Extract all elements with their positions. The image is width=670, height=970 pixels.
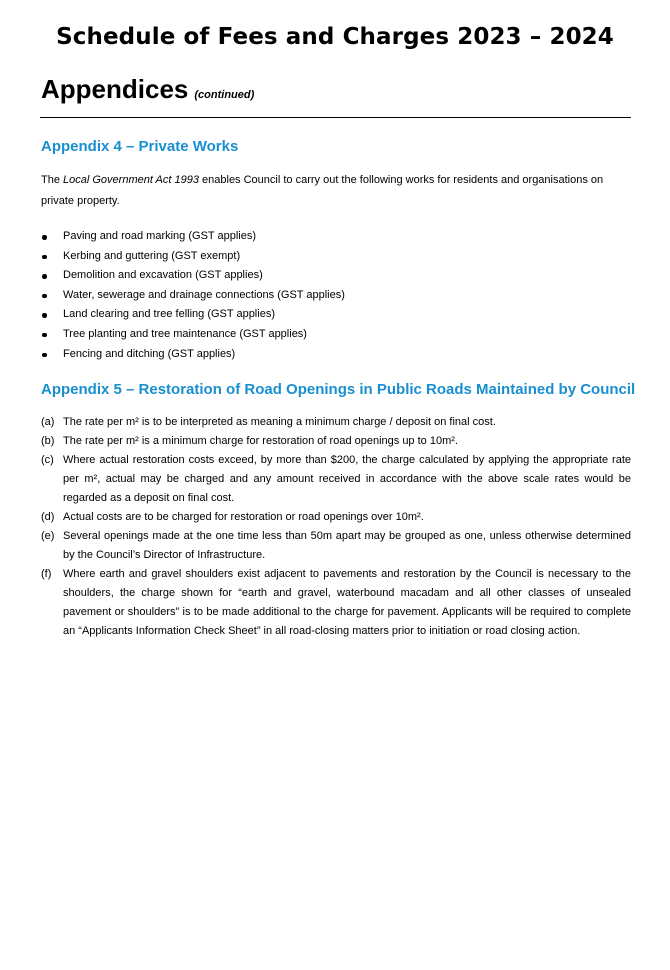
act-name: Local Government Act 1993 [63, 174, 199, 186]
appendix-4-heading: Appendix 4 – Private Works [41, 138, 239, 155]
section-suffix: (continued) [194, 89, 255, 101]
bullet-icon [42, 255, 47, 260]
list-item [41, 266, 631, 286]
item-label: (e) [41, 530, 55, 542]
road-openings-list [41, 413, 631, 641]
bullet-icon [42, 294, 47, 299]
horizontal-divider [40, 117, 631, 118]
item-text: The rate per m² is to be interpreted as meaning a minimum charge / deposit on final cost. [63, 416, 496, 428]
list-item-text: Tree planting and tree maintenance (GST applies) [63, 327, 307, 340]
list-item [41, 305, 631, 325]
list-item [41, 565, 631, 641]
intro-prefix: The [41, 174, 64, 186]
list-item [41, 432, 631, 451]
intro-rest: enables Council to carry out the following works for residents and organisations on private property. [41, 174, 604, 207]
list-item [41, 527, 631, 565]
list-item [41, 451, 631, 508]
list-item-text: Kerbing and guttering (GST exempt) [63, 249, 241, 262]
appendix-5-heading: Appendix 5 – Restoration of Road Openings in Public Roads Maintained by Council [41, 381, 636, 398]
list-item-text: Land clearing and tree felling (GST applies) [63, 308, 275, 321]
item-label: (b) [41, 435, 55, 447]
item-text: The rate per m² is a minimum charge for restoration of road openings up to 10m². [63, 435, 458, 447]
list-item [41, 508, 631, 527]
list-item-text: Water, sewerage and drainage connections (GST applies) [63, 288, 345, 301]
section-title: Appendices [41, 74, 189, 104]
item-label: (c) [41, 454, 54, 466]
item-label: (d) [41, 511, 55, 523]
bullet-icon [42, 274, 47, 279]
item-label: (a) [41, 416, 55, 428]
list-item-text: Paving and road marking (GST applies) [63, 230, 257, 242]
document-title: Schedule of Fees and Charges 2023 – 2024 [56, 24, 614, 50]
private-works-list [41, 227, 631, 364]
bullet-icon [42, 235, 47, 240]
list-item [41, 247, 631, 267]
item-text: Several openings made at the one time less than 50m apart may be grouped as one, unless otherwise determined by the Council’s Director of Infrastructure. [63, 530, 631, 561]
bullet-icon [42, 313, 47, 318]
list-item [41, 413, 631, 432]
list-item-text: Demolition and excavation (GST applies) [63, 269, 263, 282]
item-label: (f) [41, 568, 52, 580]
list-item-text: Fencing and ditching (GST applies) [63, 347, 236, 360]
item-text: Where earth and gravel shoulders exist adjacent to pavements and restoration by the Council is necessary to the shoulders, the charge shown for “earth and gravel, waterbound macadam and all other classes of unsealed pavement or shoulders” is to be made additional to the charge for pavement. Applicants will be required to complete an “Applicants Information Check Sheet” in all road-closing matters prior to initiation or road closing action. [63, 568, 631, 637]
item-text: Actual costs are to be charged for restoration or road openings over 10m². [63, 511, 424, 523]
list-item [41, 286, 631, 306]
list-item [41, 345, 631, 365]
list-item [41, 227, 631, 247]
item-text: Where actual restoration costs exceed, by more than $200, the charge calculated by applying the appropriate rate per m², actual may be charged and any amount received in accordance with the above scale rates would be regarded as a deposit on final cost. [63, 454, 631, 504]
bullet-icon [42, 333, 47, 338]
bullet-icon [42, 353, 47, 358]
list-item [41, 325, 631, 345]
section-heading [41, 74, 254, 105]
appendix-4-intro [41, 170, 631, 212]
